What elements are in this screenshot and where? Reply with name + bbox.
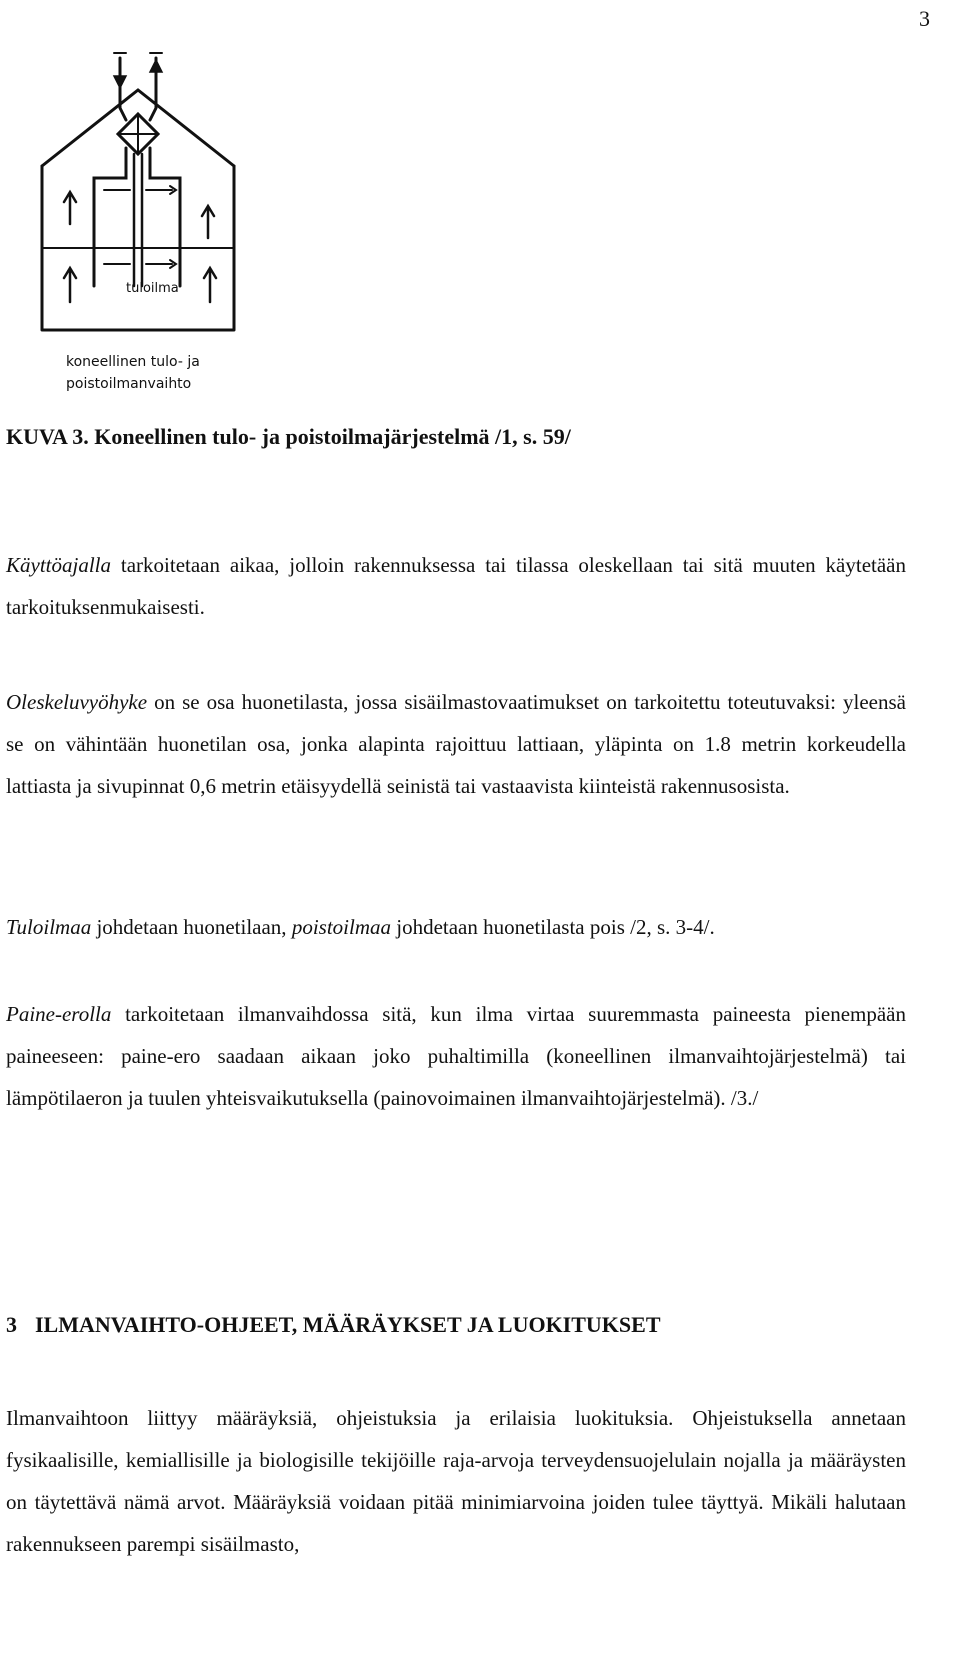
paragraph-text: Ilmanvaihtoon liittyy määräyksiä, ohjeistuksia ja erilaisia luokituksia. Ohjeistuksella annetaan fysikaalisille, kemiallisille ja biologisille tekijöille raja-arvoja terveydensuojelulain nojalla ja määräysten on täytettävä nämä arvot. Määräyksiä voidaan pitää minimiarvoina joiden tulee täyttyä. Mikäli halutaan rakennukseen parempi sisäilmasto, xyxy=(6,1406,906,1556)
paragraph-tuloilmaa xyxy=(6,906,906,948)
supply-air-label: tuloilma xyxy=(126,281,179,296)
paragraph-oleskeluvyohyke xyxy=(6,681,906,807)
ventilation-diagram xyxy=(34,48,264,400)
term-oleskeluvyohyke: Oleskeluvyöhyke xyxy=(6,690,148,714)
term-poistoilmaa: poistoilmaa xyxy=(291,915,391,939)
section-number: 3 xyxy=(6,1312,17,1337)
figure-caption: KUVA 3. Koneellinen tulo- ja poistoilmajärjestelmä /1, s. 59/ xyxy=(6,424,571,449)
term-tuloilmaa: Tuloilmaa xyxy=(6,915,92,939)
paragraph-text: johdetaan huonetilasta pois /2, s. 3-4/. xyxy=(391,915,715,939)
term-kayttoajalla: Käyttöajalla xyxy=(6,553,111,577)
paragraph-kayttoajalla xyxy=(6,544,906,628)
paragraph-ilmanvaihtoon xyxy=(6,1397,906,1565)
section-title: ILMANVAIHTO-OHJEET, MÄÄRÄYKSET JA LUOKITUKSET xyxy=(35,1312,661,1337)
paragraph-paine-erolla xyxy=(6,993,906,1119)
figure-caption-line1: koneellinen tulo- ja xyxy=(66,354,200,370)
figure-caption-line2: poistoilmanvaihto xyxy=(66,376,192,392)
paragraph-text: tarkoitetaan aikaa, jolloin rakennuksessa tai tilassa oleskellaan tai sitä muuten käytetään tarkoituksenmukaisesti. xyxy=(6,553,906,619)
paragraph-text: on se osa huonetilasta, jossa sisäilmastovaatimukset on tarkoitettu toteutuvaksi: yleensä se on vähintään huonetilan osa, jonka alapinta rajoittuu lattiaan, yläpinta on 1.8 metrin korkeudella lattiasta ja sivupinnat 0,6 metrin etäisyydellä seinistä tai vastaavista kiinteistä rakennusosista. xyxy=(6,690,906,798)
paragraph-text: tarkoitetaan ilmanvaihdossa sitä, kun ilma virtaa suuremmasta paineesta pienempään paineeseen: paine-ero saadaan aikaan joko puhaltimilla (koneellinen ilmanvaihtojärjestelmä) tai lämpötilaeron ja tuulen yhteisvaikutuksella (painovoimainen ilmanvaihtojärjestelmä). /3./ xyxy=(6,1002,906,1110)
page-number: 3 xyxy=(919,6,930,31)
term-paine-erolla: Paine-erolla xyxy=(6,1002,112,1026)
paragraph-text: johdetaan huonetilaan, xyxy=(91,915,292,939)
section-heading xyxy=(6,1312,661,1338)
